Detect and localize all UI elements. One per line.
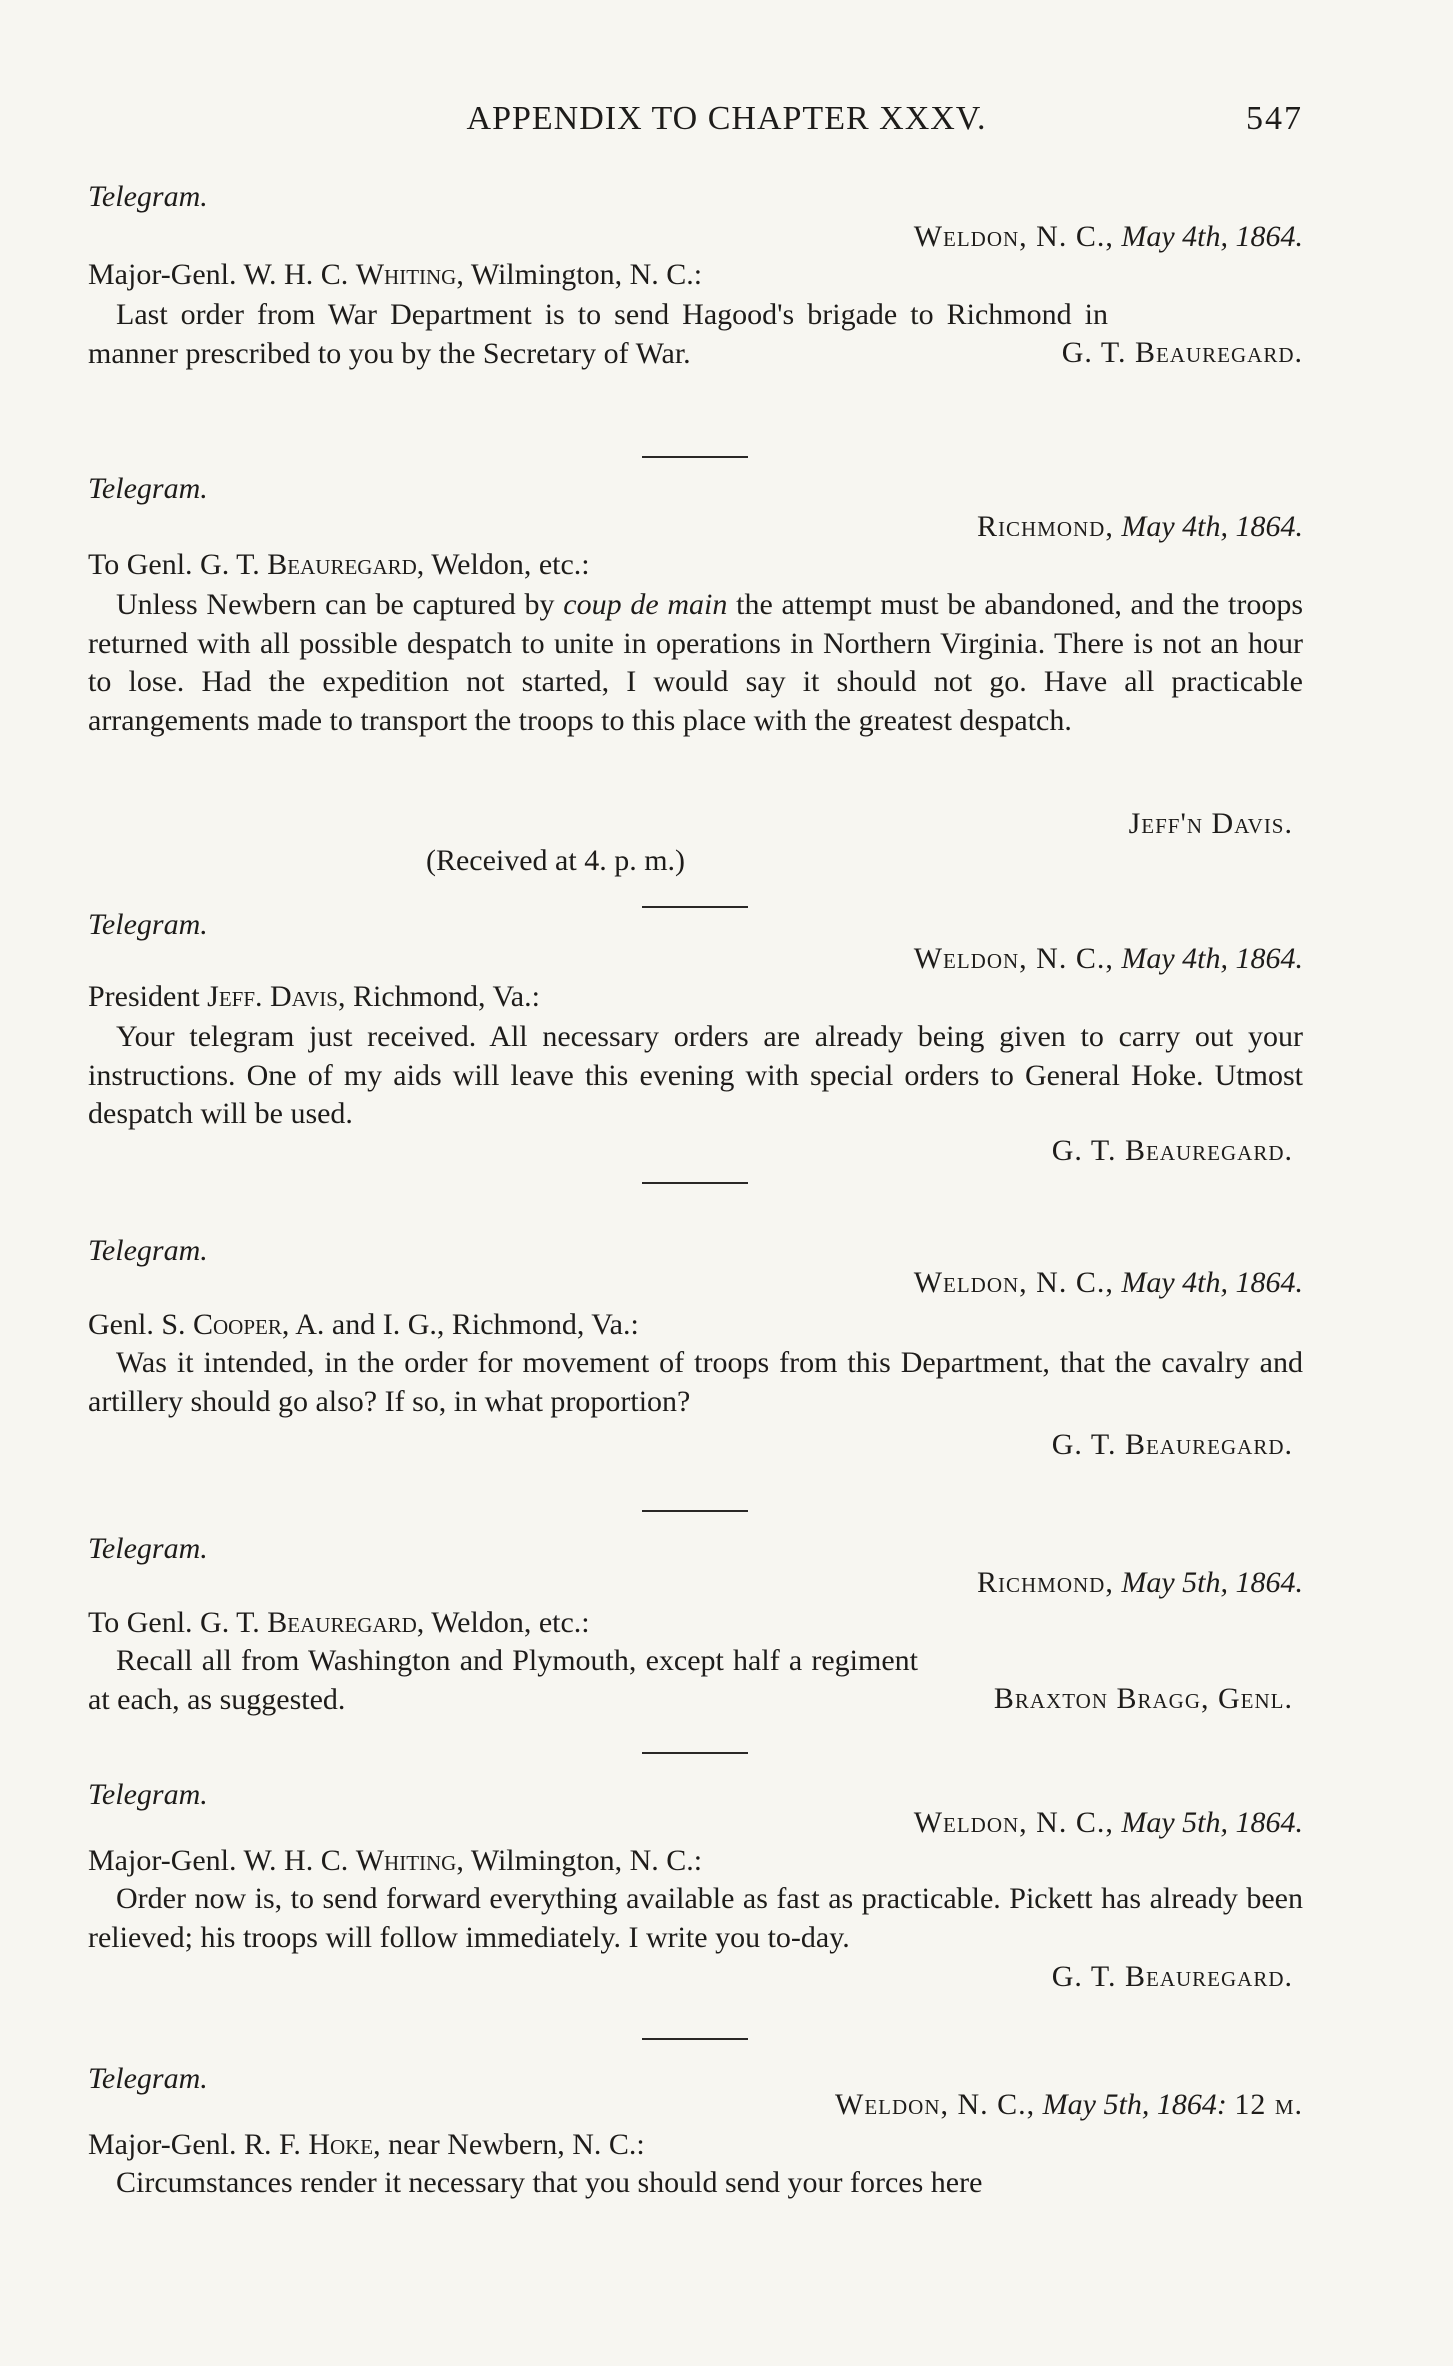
telegram-5 (88, 1530, 1303, 1730)
address (88, 1842, 702, 1880)
body-italic-phrase: coup de main (563, 588, 728, 621)
address (88, 978, 540, 1016)
time: 12 m. (1234, 2088, 1303, 2121)
place: Richmond, (977, 510, 1114, 543)
dateline (914, 1264, 1303, 1302)
address-prefix: Major-Genl. W. H. C. (88, 1844, 349, 1877)
body-text: the attempt must be abandoned, and the troops returned with all possible despatch to unite in operations in Northern Virginia. There is not an hour to lose. Had the expedition not started, I would say it should not go. Have all practicable arrangements made to transport the troops to this place with the greatest despatch. (88, 588, 1304, 737)
address-name: Whiting, (355, 1844, 464, 1877)
date: May 5th, 1864. (1121, 1566, 1303, 1599)
address-suffix: Wilmington, N. C.: (470, 258, 703, 291)
message-body: Was it intended, in the order for movement of troops from this Department, that the cavalry and artillery should go also? If so, in what proportion? (88, 1346, 1303, 1418)
address-suffix: A. and I. G., Richmond, Va.: (295, 1308, 639, 1341)
separator-rule (642, 1510, 748, 1512)
address-prefix: To Genl. G. T. (88, 1606, 260, 1639)
address (88, 2126, 645, 2164)
telegram-4 (88, 1232, 1303, 1482)
date: May 4th, 1864. (1121, 942, 1303, 975)
date: May 4th, 1864. (1121, 510, 1303, 543)
telegram-label: Telegram. (88, 2062, 208, 2095)
address (88, 546, 590, 584)
address-name: Cooper, (193, 1308, 290, 1341)
place: Weldon, N. C., (835, 2088, 1036, 2121)
address-name: Hoke, (308, 2128, 381, 2161)
address-suffix: Wilmington, N. C.: (470, 1844, 703, 1877)
telegram-label: Telegram. (88, 1234, 208, 1267)
body-text: Unless Newbern can be captured by (116, 588, 555, 621)
date: May 4th, 1864. (1121, 220, 1303, 253)
date: May 5th, 1864: (1042, 2088, 1227, 2121)
message-body: Last order from War Department is to send Hagood's brigade to Richmond in manner prescribed to you by the Secretary of War. (88, 298, 1108, 370)
dateline (914, 940, 1303, 978)
dateline (835, 2086, 1303, 2124)
message-body: Recall all from Washington and Plymouth, except half a regiment at each, as suggested. (88, 1644, 918, 1716)
dateline (914, 1804, 1303, 1842)
message-body: Order now is, to send forward everything available as fast as practicable. Pickett has already been relieved; his troops will follow immediately. I write you to-day. (88, 1882, 1303, 1954)
address-suffix: Weldon, etc.: (431, 1606, 590, 1639)
address-name: Jeff. Davis, (207, 980, 346, 1013)
address-suffix: Weldon, etc.: (431, 548, 590, 581)
signature: G. T. Beauregard. (1051, 1134, 1293, 1167)
signature: Jeff'n Davis. (1128, 807, 1293, 840)
running-header (0, 100, 1453, 144)
signature: G. T. Beauregard. (1051, 1428, 1293, 1461)
separator-rule (642, 906, 748, 908)
address-prefix: Major-Genl. R. F. (88, 2128, 301, 2161)
address (88, 256, 702, 294)
telegram-3 (88, 906, 1303, 1166)
dateline (977, 508, 1303, 546)
place: Weldon, N. C., (913, 1806, 1114, 1839)
date: May 4th, 1864. (1121, 1266, 1303, 1299)
dateline (914, 218, 1303, 256)
telegram-1 (88, 178, 1303, 428)
place: Weldon, N. C., (913, 220, 1114, 253)
signature: G. T. Beauregard. (1051, 1960, 1293, 1993)
telegram-7 (88, 2060, 1303, 2300)
separator-rule (642, 2038, 748, 2040)
received-note: (Received at 4. p. m.) (425, 844, 686, 877)
separator-rule (642, 1752, 748, 1754)
address-suffix: near Newbern, N. C.: (388, 2128, 645, 2161)
address-prefix: Major-Genl. W. H. C. (88, 258, 349, 291)
address (88, 1306, 639, 1344)
dateline (977, 1564, 1303, 1602)
telegram-2 (88, 470, 1303, 890)
message-body: Circumstances render it necessary that you should send your forces here (116, 2166, 983, 2199)
message-body: Your telegram just received. All necessary orders are already being given to carry out your instructions. One of my aids will leave this evening with special orders to General Hoke. Utmost despatch will be used. (88, 1020, 1303, 1130)
telegram-6 (88, 1776, 1303, 2026)
address-name: Whiting, (355, 258, 464, 291)
address-name: Beauregard, (267, 1606, 425, 1639)
separator-rule (642, 456, 748, 458)
address-prefix: Genl. S. (88, 1308, 186, 1341)
telegram-label: Telegram. (88, 1532, 208, 1565)
signature: Braxton Bragg, Genl. (993, 1682, 1293, 1715)
address (88, 1604, 590, 1642)
telegram-label: Telegram. (88, 180, 208, 213)
place: Weldon, N. C., (913, 1266, 1114, 1299)
chapter-title: APPENDIX TO CHAPTER XXXV. (466, 100, 987, 137)
message-body (88, 586, 1303, 740)
address-prefix: President (88, 980, 200, 1013)
place: Weldon, N. C., (913, 942, 1114, 975)
telegram-label: Telegram. (88, 472, 208, 505)
telegram-label: Telegram. (88, 1778, 208, 1811)
page-number: 547 (1246, 100, 1303, 137)
separator-rule (642, 1182, 748, 1184)
signature: G. T. Beauregard. (1061, 336, 1303, 369)
address-suffix: Richmond, Va.: (352, 980, 540, 1013)
telegram-label: Telegram. (88, 908, 208, 941)
address-name: Beauregard, (267, 548, 425, 581)
place: Richmond, (977, 1566, 1114, 1599)
address-prefix: To Genl. G. T. (88, 548, 260, 581)
date: May 5th, 1864. (1121, 1806, 1303, 1839)
